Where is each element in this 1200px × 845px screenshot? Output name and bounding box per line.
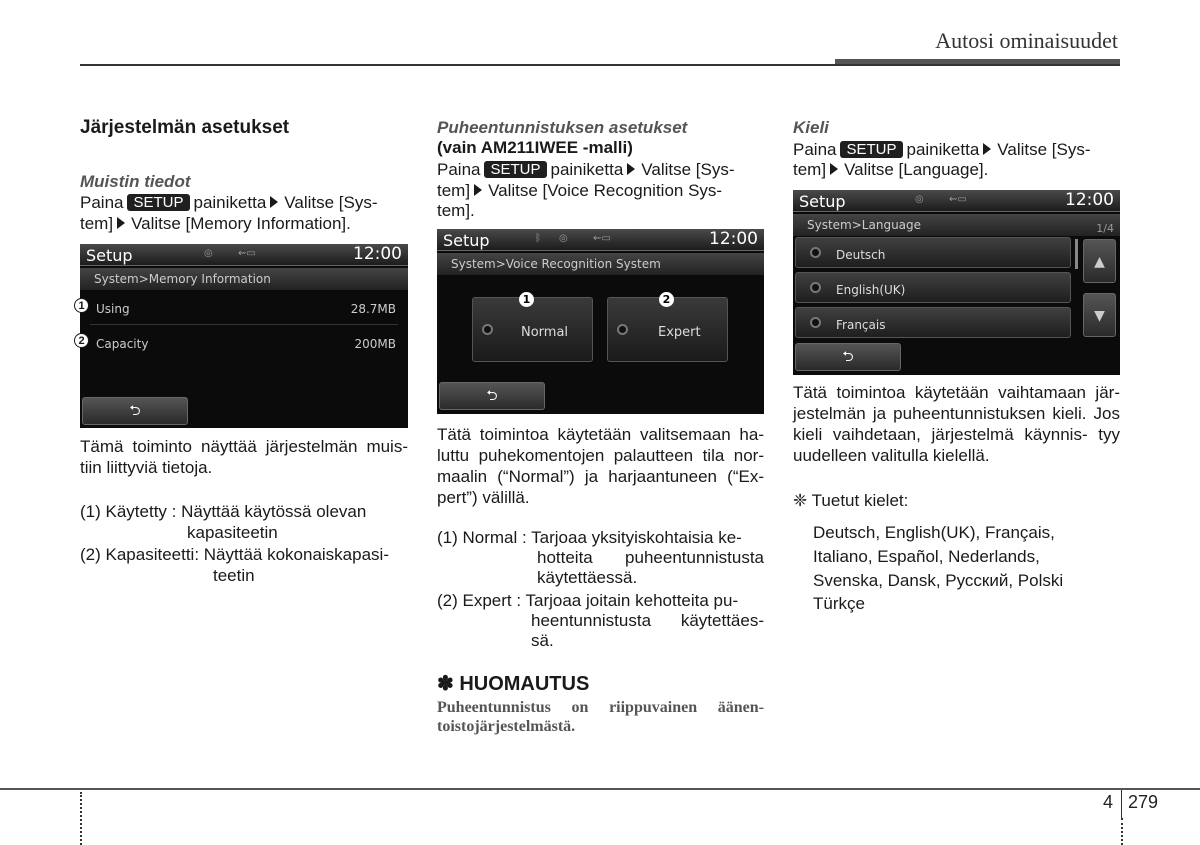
subsection-heading: Muistin tiedot bbox=[80, 172, 191, 191]
instr-text: Paina bbox=[437, 160, 481, 179]
arrow-right-icon bbox=[117, 217, 125, 229]
screen-status-bar bbox=[437, 229, 764, 251]
screen-breadcrumb: System>Memory Information bbox=[80, 268, 408, 290]
radio-icon bbox=[617, 324, 628, 335]
footer-rule bbox=[0, 788, 1200, 790]
capacity-label: Capacity bbox=[96, 337, 149, 351]
instruction-line-1 bbox=[80, 192, 408, 213]
list-item-1: (1) Käytetty : Näyttää käytössä olevan bbox=[80, 502, 367, 521]
scroll-thumb[interactable] bbox=[1075, 239, 1078, 269]
back-arrow-icon: ⮌ bbox=[486, 388, 498, 404]
language-item-deutsch[interactable] bbox=[795, 237, 1071, 268]
option-label: Normal bbox=[521, 325, 569, 340]
page-number: 279 bbox=[1128, 792, 1159, 812]
option-label: Expert bbox=[658, 325, 701, 340]
using-value: 28.7MB bbox=[350, 302, 396, 316]
instr-text: tem] bbox=[437, 181, 471, 200]
instr-text: painiketta bbox=[193, 193, 267, 212]
instruction-line-2 bbox=[793, 159, 1120, 180]
language-label: English(UK) bbox=[836, 283, 906, 297]
voice-recognition-screen bbox=[437, 229, 764, 414]
screen-breadcrumb: System>Voice Recognition System bbox=[437, 253, 764, 275]
language-label: Deutsch bbox=[836, 248, 886, 262]
supported-languages-line-3: Svenska, Dansk, Русский, Polski bbox=[813, 571, 1064, 590]
arrow-right-icon bbox=[474, 184, 482, 196]
setup-key: SETUP bbox=[840, 141, 902, 158]
arrow-right-icon bbox=[830, 163, 838, 175]
disc-icon: ◎ bbox=[559, 233, 568, 244]
language-label: Français bbox=[836, 318, 886, 332]
list-item-2: (2) Kapasiteetti: Näyttää kokonaiskapasi- bbox=[80, 545, 389, 564]
memory-info-screen bbox=[80, 244, 408, 428]
instr-text: painiketta bbox=[906, 140, 980, 159]
list-item-1: (1) Normal : Tarjoaa yksityiskohtaisia ke- bbox=[437, 528, 742, 547]
instruction-line-2 bbox=[437, 180, 764, 201]
instr-text: Valitse [Voice Recognition Sys- bbox=[488, 181, 723, 200]
back-button[interactable] bbox=[795, 343, 901, 371]
arrow-right-icon bbox=[270, 196, 278, 208]
radio-icon bbox=[482, 324, 493, 335]
description: Tätä toimintoa käytetään valitsemaan ha- luttu puhekomentojen palautteen tila nor- maalin (“Normal”) ja harjaantuneen (“Ex- pert”) välillä. bbox=[437, 425, 764, 507]
note-text: Puheentunnistus on riippuvainen äänen- toistojärjestelmästä. bbox=[437, 699, 764, 735]
language-screen bbox=[793, 190, 1120, 375]
supported-languages-line-1: Deutsch, English(UK), Français, bbox=[813, 523, 1055, 542]
chapter-title: Autosi ominaisuudet bbox=[935, 28, 1118, 53]
triangle-down-icon: ▼ bbox=[1094, 308, 1105, 324]
radio-icon bbox=[810, 282, 821, 293]
back-arrow-icon: ⮌ bbox=[129, 403, 141, 419]
description: Tämä toiminto näyttää järjestelmän muis- tiin liittyviä tietoja. bbox=[80, 437, 408, 477]
screen-clock: 12:00 bbox=[709, 229, 758, 249]
screen-clock: 12:00 bbox=[1065, 190, 1114, 210]
instruction-line-2 bbox=[80, 213, 408, 234]
instruction-line-3: tem]. bbox=[437, 201, 475, 220]
callout-2: 2 bbox=[659, 292, 674, 307]
callout-2: 2 bbox=[74, 333, 89, 348]
instr-text: Paina bbox=[80, 193, 124, 212]
capacity-value: 200MB bbox=[354, 337, 396, 351]
arrow-right-icon bbox=[983, 143, 991, 155]
screen-breadcrumb: System>Language bbox=[793, 214, 1120, 236]
language-item-english-uk[interactable] bbox=[795, 272, 1071, 303]
back-arrow-icon: ⮌ bbox=[842, 349, 854, 365]
instr-text: tem] bbox=[80, 214, 114, 233]
section-heading: Kieli bbox=[793, 118, 829, 137]
triangle-up-icon: ▲ bbox=[1094, 254, 1105, 270]
callout-1: 1 bbox=[519, 292, 534, 307]
screen-title: Setup bbox=[443, 231, 490, 250]
arrow-right-icon bbox=[627, 163, 635, 175]
scroll-up-button[interactable] bbox=[1083, 239, 1116, 283]
back-button[interactable] bbox=[82, 397, 188, 425]
screen-title: Setup bbox=[799, 192, 846, 211]
radio-icon bbox=[810, 247, 821, 258]
crop-mark bbox=[80, 792, 82, 845]
setup-key: SETUP bbox=[484, 161, 546, 178]
crop-mark bbox=[1121, 818, 1123, 845]
instr-text: Valitse [Sys- bbox=[284, 193, 378, 212]
using-label: Using bbox=[96, 302, 130, 316]
language-item-francais[interactable] bbox=[795, 307, 1071, 338]
instruction-line-1 bbox=[437, 159, 764, 180]
list-item-1-cont: kapasiteetin bbox=[187, 523, 278, 542]
note-heading: ✽ HUOMAUTUS bbox=[437, 673, 590, 695]
option-normal[interactable] bbox=[472, 297, 593, 362]
instr-text: Valitse [Sys- bbox=[997, 140, 1091, 159]
list-item-2: (2) Expert : Tarjoaa joitain kehotteita pu- bbox=[437, 591, 739, 610]
supported-languages-title: ❈ Tuetut kielet: bbox=[793, 491, 909, 510]
section-heading: Puheentunnistuksen asetukset bbox=[437, 118, 688, 137]
list-item-2-cont: teetin bbox=[213, 566, 255, 585]
list-item-1-cont: hotteita puheentunnistusta bbox=[537, 548, 764, 567]
scroll-down-button[interactable] bbox=[1083, 293, 1116, 337]
row-divider bbox=[90, 324, 398, 325]
description: Tätä toimintoa käytetään vaihtamaan jär- jestelmän ja puheentunnistuksen kieli. Jos kieli vaihdetaan, järjestelmä käynnis- tyy uudelleen valitulla kielellä. bbox=[793, 383, 1120, 465]
supported-languages-line-4: Türkçe bbox=[813, 594, 865, 613]
back-button[interactable] bbox=[439, 382, 545, 410]
callout-1: 1 bbox=[74, 298, 89, 313]
page-indicator: 1/4 bbox=[1096, 222, 1114, 235]
header-rule bbox=[80, 64, 1120, 66]
radio-icon bbox=[810, 317, 821, 328]
instruction-line-1 bbox=[793, 139, 1120, 160]
screen-title: Setup bbox=[86, 246, 133, 265]
disc-icon: ◎ bbox=[204, 248, 213, 259]
usb-icon: ⇜▭ bbox=[949, 194, 967, 205]
screen-status-bar bbox=[793, 190, 1120, 212]
list-item-2-cont: heentunnistusta käytettäes- bbox=[531, 611, 764, 630]
section-heading: Järjestelmän asetukset bbox=[80, 117, 290, 138]
list-item-2-cont2: sä. bbox=[531, 631, 554, 650]
instr-text: Valitse [Memory Information]. bbox=[131, 214, 351, 233]
instr-text: Valitse [Language]. bbox=[844, 160, 989, 179]
usb-icon: ⇜▭ bbox=[593, 233, 611, 244]
instr-text: Valitse [Sys- bbox=[641, 160, 735, 179]
screen-status-bar bbox=[80, 244, 408, 266]
disc-icon: ◎ bbox=[915, 194, 924, 205]
supported-languages-line-2: Italiano, Español, Nederlands, bbox=[813, 547, 1040, 566]
list-item-1-cont2: käytettäessä. bbox=[537, 568, 638, 587]
usb-icon: ⇜▭ bbox=[238, 248, 256, 259]
screen-clock: 12:00 bbox=[353, 244, 402, 264]
instr-text: painiketta bbox=[550, 160, 624, 179]
footer-divider bbox=[1121, 790, 1122, 818]
instr-text: Paina bbox=[793, 140, 837, 159]
setup-key: SETUP bbox=[127, 194, 189, 211]
instr-text: tem] bbox=[793, 160, 827, 179]
model-note: (vain AM211IWEE -malli) bbox=[437, 138, 633, 157]
bluetooth-icon: ᛒ bbox=[535, 233, 541, 244]
chapter-number: 4 bbox=[1103, 792, 1114, 812]
